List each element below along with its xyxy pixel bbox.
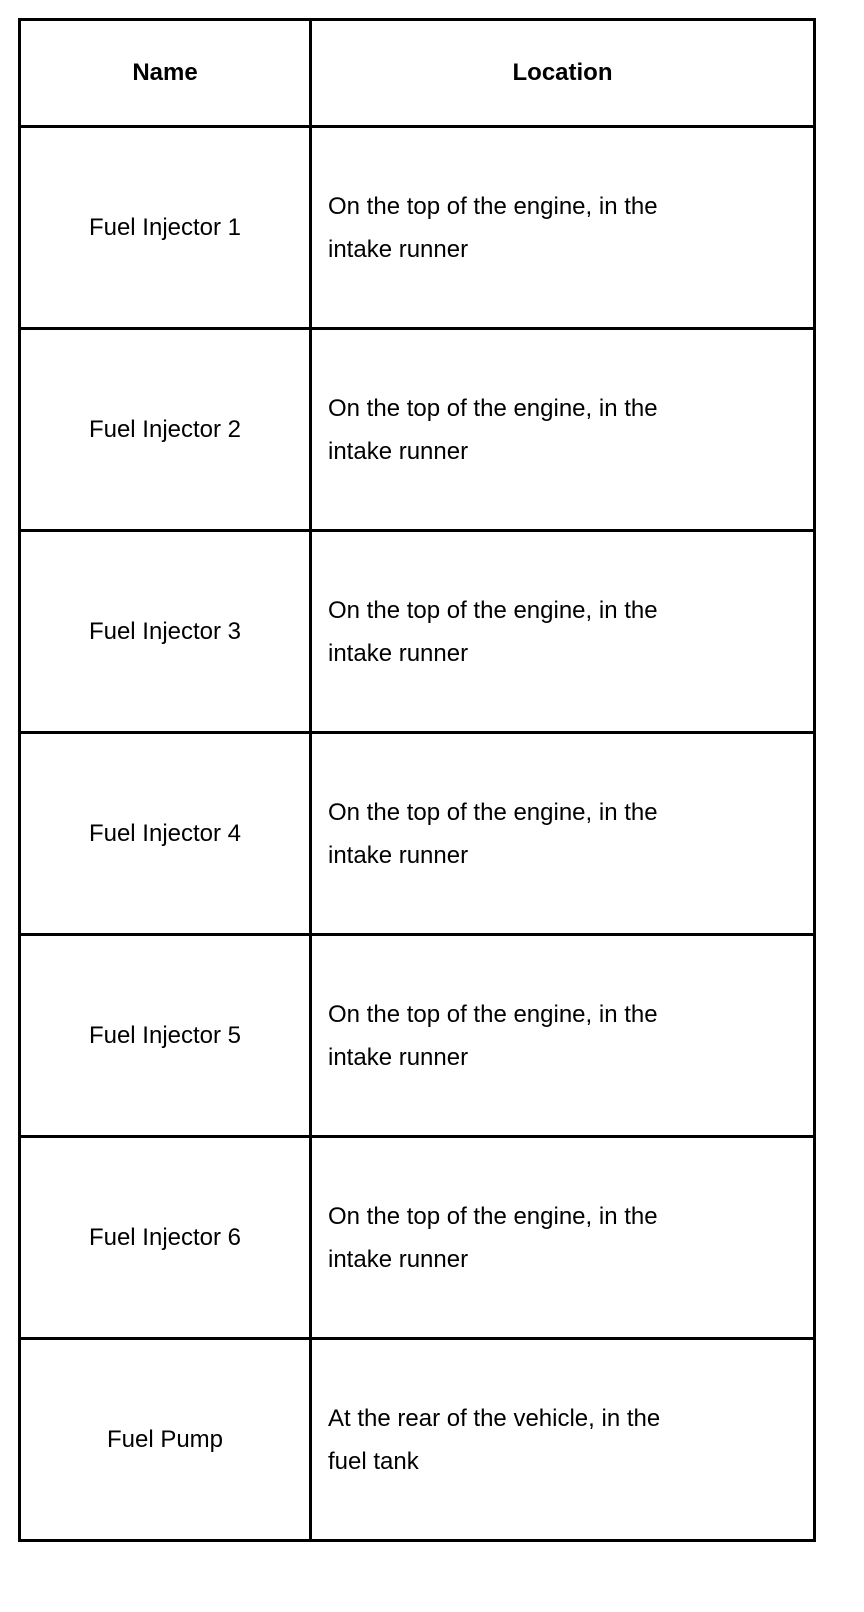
component-name-cell: Fuel Injector 1 bbox=[20, 127, 311, 329]
component-location-cell: On the top of the engine, in the intake runner bbox=[311, 733, 815, 935]
component-location-cell: At the rear of the vehicle, in the fuel tank bbox=[311, 1339, 815, 1541]
component-location-cell: On the top of the engine, in the intake runner bbox=[311, 127, 815, 329]
table-row bbox=[20, 1339, 815, 1541]
table-row bbox=[20, 733, 815, 935]
table-row bbox=[20, 531, 815, 733]
column-header-name: Name bbox=[20, 20, 311, 127]
component-location-cell: On the top of the engine, in the intake runner bbox=[311, 1137, 815, 1339]
table-header-row bbox=[20, 20, 815, 127]
component-location-cell: On the top of the engine, in the intake runner bbox=[311, 935, 815, 1137]
table-row bbox=[20, 935, 815, 1137]
component-name-cell: Fuel Injector 5 bbox=[20, 935, 311, 1137]
table-row bbox=[20, 329, 815, 531]
table-row bbox=[20, 127, 815, 329]
component-name-cell: Fuel Pump bbox=[20, 1339, 311, 1541]
column-header-location: Location bbox=[311, 20, 815, 127]
table-row bbox=[20, 1137, 815, 1339]
component-name-cell: Fuel Injector 4 bbox=[20, 733, 311, 935]
component-name-cell: Fuel Injector 2 bbox=[20, 329, 311, 531]
component-name-cell: Fuel Injector 3 bbox=[20, 531, 311, 733]
component-location-cell: On the top of the engine, in the intake runner bbox=[311, 531, 815, 733]
component-name-cell: Fuel Injector 6 bbox=[20, 1137, 311, 1339]
component-location-cell: On the top of the engine, in the intake runner bbox=[311, 329, 815, 531]
component-location-table bbox=[18, 18, 816, 1542]
